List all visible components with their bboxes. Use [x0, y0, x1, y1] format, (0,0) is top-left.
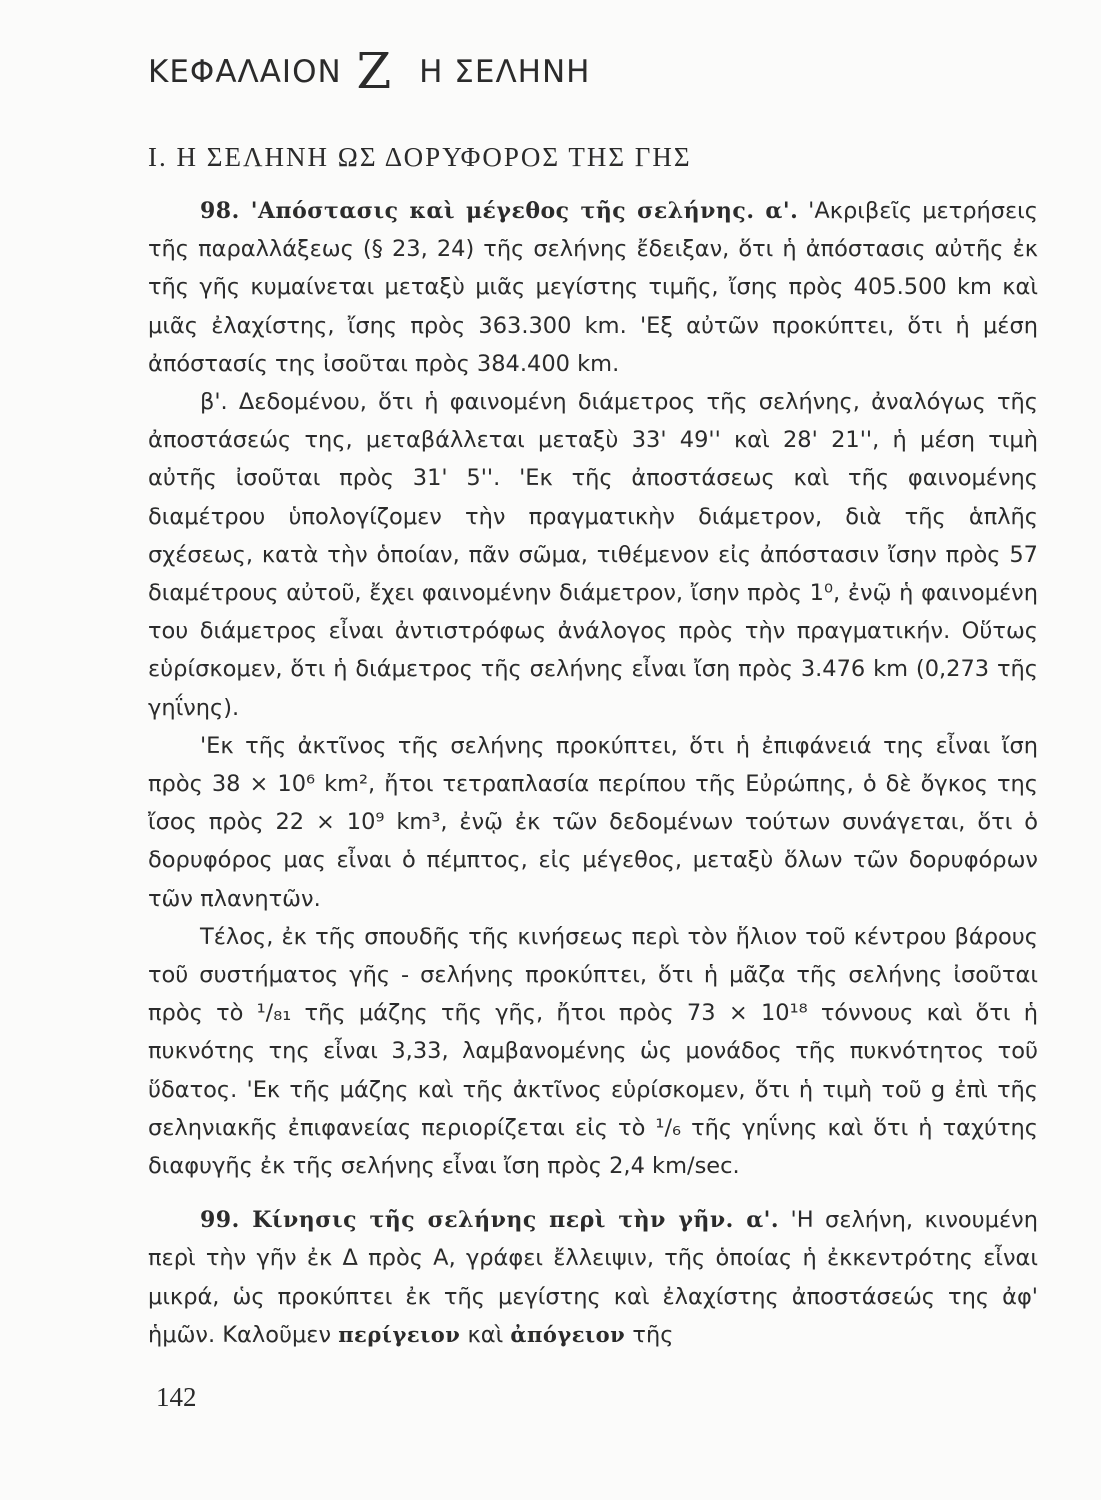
chapter-letter: Ζ [356, 42, 393, 100]
paragraph-98-a [148, 192, 1038, 383]
paragraph-98-d: Τέλος, ἐκ τῆς σπουδῆς τῆς κινήσεως περὶ τὸν ἥλιον τοῦ κέντρου βάρους τοῦ συστήματος γῆς - σελήνης προκύπτει, ὅτι ἡ μᾶζα τῆς σελήνης ἰσοῦται πρὸς τὸ ¹/₈₁ τῆς μάζης τῆς γῆς, ἤτοι πρὸς 73 × 10¹⁸ τόννους καὶ ὅτι ἡ πυκνότης της εἶναι 3,33, λαμβανομένης ὡς μονάδος τῆς πυκνότητος τοῦ ὕδατος. 'Εκ τῆς μάζης καὶ τῆς ἀκτῖνος εὑρίσκομεν, ὅτι ἡ τιμὴ τοῦ g ἐπὶ τῆς σεληνιακῆς ἐπιφανείας περιορίζεται εἰς τὸ ¹/₆ τῆς γηΐνης καὶ ὅτι ἡ ταχύτης διαφυγῆς ἐκ τῆς σελήνης εἶναι ἴση πρὸς 2,4 km/sec. [148, 923, 1038, 1180]
section-title: Ι. Η ΣΕΛΗΝΗ ΩΣ ΔΟΡΥΦΟΡΟΣ ΤΗΣ ΓΗΣ [148, 142, 692, 172]
paragraph-99-heading: 99. Κίνησις τῆς σελήνης περὶ τὴν γῆν. α'. [200, 1207, 780, 1234]
paragraph-99-end: τῆς [625, 1321, 674, 1348]
term-perigee: περίγειον [338, 1321, 461, 1347]
paragraph-98-heading: 98. 'Απόστασις καὶ μέγεθος τῆς σελήνης. α'. [200, 198, 799, 224]
paragraph-99-text-a: 'Η σελήνη, κινουμένη περὶ τὴν γῆν ἐκ Δ πρὸς Α, γράφει ἔλλειψιν, τῆς ὁποίας ἡ ἐκκεντρότης εἶναι μικρά, ὡς προκύπτει ἐκ τῆς μεγίστης καὶ ἐλαχίστης ἀποστάσεώς της ἀφ' ἡμῶν. Καλοῦμεν [148, 1207, 1039, 1348]
paragraph-98-text-a: 'Ακριβεῖς μετρήσεις τῆς παραλλάξεως (§ 23, 24) τῆς σελήνης ἔδειξαν, ὅτι ἡ ἀπόστασις αὐτῆς ἐκ τῆς γῆς κυμαίνεται μεταξὺ μιᾶς μεγίστης τιμῆς, ἴσης πρὸς 405.500 km καὶ μιᾶς ἐλαχίστης, ἴσης πρὸς 363.300 km. 'Εξ αὐτῶν προκύπτει, ὅτι ἡ μέση ἀπόστασίς της ἰσοῦται πρὸς 384.400 km. [148, 198, 1038, 377]
paragraph-98-b: β'. Δεδομένου, ὅτι ἡ φαινομένη διάμετρος τῆς σελήνης, ἀναλόγως τῆς ἀποστάσεώς της, μεταβάλλεται μεταξὺ 33' 49'' καὶ 28' 21'', ἡ μέση τιμὴ αὐτῆς ἰσοῦται πρὸς 31' 5''. 'Εκ τῆς ἀποστάσεως καὶ τῆς φαινομένης διαμέτρου ὑπολογίζομεν τὴν πραγματικὴν διάμετρον, διὰ τῆς ἁπλῆς σχέσεως, κατὰ τὴν ὁποίαν, πᾶν σῶμα, τιθέμενον εἰς ἀπόστασιν ἴσην πρὸς 57 διαμέτρους αὐτοῦ, ἔχει φαινομένην διάμετρον, ἴσην πρὸς 1⁰, ἐνῷ ἡ φαινομένη του διάμετρος εἶναι ἀντιστρόφως ἀνάλογος πρὸς τὴν πραγματικήν. Οὕτως εὑρίσκομεν, ὅτι ἡ διάμετρος τῆς σελήνης εἶναι ἴση πρὸς 3.476 km (0,273 τῆς γηΐνης). [148, 389, 1038, 721]
paragraph-99-mid: καὶ [460, 1321, 511, 1348]
term-apogee: ἀπόγειον [510, 1321, 626, 1347]
page-number: 142 [156, 1382, 197, 1412]
paragraph-99 [148, 1201, 1038, 1354]
chapter-title: Η ΣΕΛΗΝΗ [419, 54, 591, 90]
paragraph-98-c: 'Εκ τῆς ἀκτῖνος τῆς σελήνης προκύπτει, ὅτι ἡ ἐπιφάνειά της εἶναι ἴση πρὸς 38 × 10⁶ km², ἤτοι τετραπλασία περίπου τῆς Εὐρώπης, ὁ δὲ ὄγκος της ἴσος πρὸς 22 × 10⁹ km³, ἐνῷ ἐκ τῶν δεδομένων τούτων συνάγεται, ὅτι ὁ δορυφόρος μας εἶναι ὁ πέμπτος, εἰς μέγεθος, μεταξὺ ὅλων τῶν δορυφόρων τῶν πλανητῶν. [148, 732, 1038, 912]
chapter-label: ΚΕΦΑΛΑΙΟΝ [148, 54, 342, 90]
body-text [148, 192, 1038, 1354]
chapter-header [148, 36, 591, 100]
